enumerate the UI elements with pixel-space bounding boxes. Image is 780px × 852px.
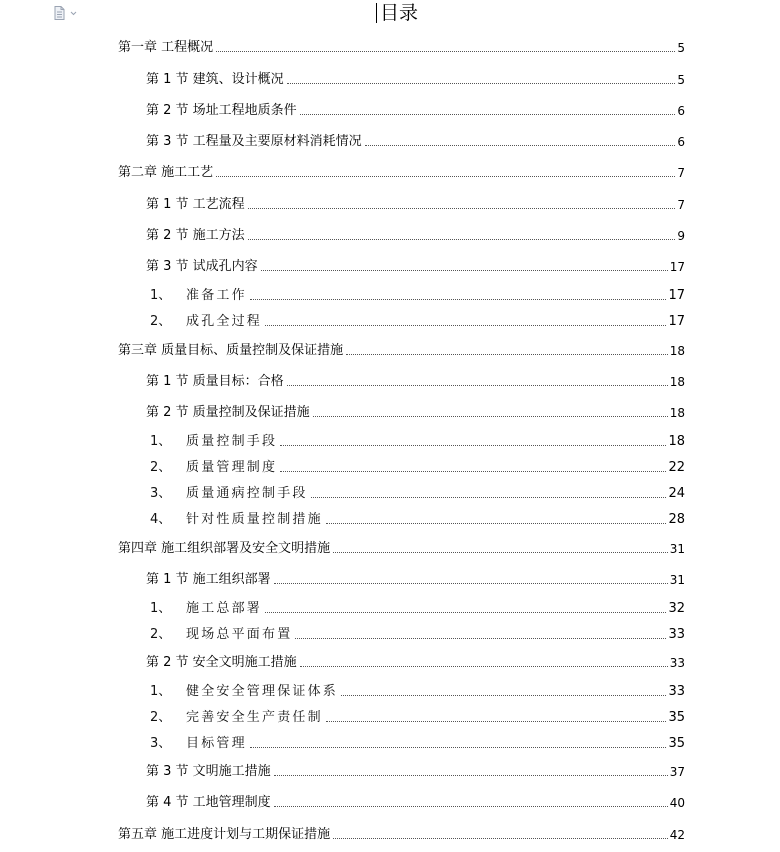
toc-leader-dots [300, 113, 676, 115]
toc-entry-label [150, 460, 279, 476]
toc-item-number: 3、 [150, 736, 172, 751]
toc-leader-dots [295, 637, 666, 639]
toc-leader-dots [326, 720, 667, 722]
toc-leader-dots [287, 384, 668, 386]
toc-page-number: 6 [677, 135, 685, 149]
toc-leader-dots [265, 611, 666, 613]
toc-entry[interactable] [146, 132, 685, 150]
toc-entry-title: 施工总部署 [186, 601, 263, 616]
toc-entry-title: 第 3 节 试成孔内容 [146, 259, 258, 274]
toc-entry-title: 现场总平面布置 [186, 627, 293, 642]
toc-page-number: 17 [668, 288, 685, 303]
toc-entry[interactable] [150, 484, 685, 502]
text-cursor [376, 3, 377, 23]
toc-page-number: 31 [669, 573, 685, 587]
toc-leader-dots [216, 175, 675, 177]
toc-entry-title: 成孔全过程 [186, 314, 263, 329]
toc-leader-dots [313, 415, 668, 417]
toc-item-number: 2、 [150, 314, 172, 329]
toc-entry[interactable] [146, 257, 685, 275]
document-icon[interactable] [54, 5, 78, 19]
toc-entry-title: 第 3 节 文明施工措施 [146, 764, 271, 779]
toc-leader-dots [261, 269, 668, 271]
toc-page-number: 5 [677, 73, 685, 87]
toc-entry-title: 第 4 节 工地管理制度 [146, 795, 271, 810]
toc-entry[interactable] [146, 195, 685, 213]
toc-entry-title: 第五章 施工进度计划与工期保证措施 [118, 827, 331, 842]
toc-entry[interactable] [150, 734, 685, 752]
toc-entry-label [150, 512, 325, 528]
toc-page-number: 33 [668, 684, 685, 699]
toc-item-number: 1、 [150, 684, 172, 699]
toc-entry-label [150, 486, 310, 502]
toc-entry-label [150, 601, 264, 617]
toc-entry[interactable] [118, 341, 685, 359]
toc-leader-dots [274, 774, 668, 776]
toc-leader-dots [333, 551, 668, 553]
toc-entry[interactable] [146, 70, 685, 88]
toc-entry[interactable] [146, 372, 685, 390]
toc-entry-label [150, 434, 279, 450]
toc-leader-dots [333, 837, 668, 839]
toc-entry[interactable] [150, 599, 685, 617]
toc-entry[interactable] [146, 226, 685, 244]
toc-entry[interactable] [150, 432, 685, 450]
toc-page-number: 28 [668, 512, 685, 527]
toc-item-number: 3、 [150, 486, 172, 501]
toc-page-number: 5 [677, 41, 685, 55]
toc-entry-label [150, 314, 264, 330]
toc-entry-title: 第 1 节 工艺流程 [146, 197, 245, 212]
toc-page-number: 33 [668, 627, 685, 642]
toc-item-number: 4、 [150, 512, 172, 527]
toc-entry[interactable] [150, 682, 685, 700]
toc-page-number: 22 [668, 460, 685, 475]
toc-page-number: 35 [668, 710, 685, 725]
toc-leader-dots [274, 582, 668, 584]
toc-leader-dots [341, 694, 666, 696]
toc-entry[interactable] [146, 101, 685, 119]
toc-page-number: 17 [669, 260, 685, 274]
toc-item-number: 2、 [150, 627, 172, 642]
toc-leader-dots [326, 522, 667, 524]
toc-page-number: 9 [677, 229, 685, 243]
toc-entry[interactable] [146, 793, 685, 811]
toc-entry-title: 针对性质量控制措施 [186, 512, 323, 527]
toc-entry-label [150, 684, 340, 700]
toc-page-number: 42 [669, 828, 685, 842]
toc-leader-dots [300, 665, 668, 667]
toc-leader-dots [250, 298, 667, 300]
toc-entry-title: 质量控制手段 [186, 434, 278, 449]
toc-entry-title: 第 2 节 场址工程地质条件 [146, 103, 297, 118]
toc-entry[interactable] [146, 653, 685, 671]
toc-leader-dots [280, 444, 666, 446]
toc-entry-label [150, 288, 249, 304]
toc-entry[interactable] [150, 312, 685, 330]
toc-entry[interactable] [146, 570, 685, 588]
toc-entry-title: 第 1 节 建筑、设计概况 [146, 72, 284, 87]
toc-entry-title: 第 2 节 安全文明施工措施 [146, 655, 297, 670]
toc-leader-dots [216, 50, 675, 52]
toc-leader-dots [287, 82, 676, 84]
toc-page-number: 7 [677, 198, 685, 212]
toc-page-number: 17 [668, 314, 685, 329]
toc-page-number: 35 [668, 736, 685, 751]
toc-page-number: 18 [669, 344, 685, 358]
toc-entry-title: 质量通病控制手段 [186, 486, 308, 501]
toc-leader-dots [248, 207, 676, 209]
toc-entry-title: 第 1 节 质量目标：合格 [146, 374, 284, 389]
toc-page-number: 18 [668, 434, 685, 449]
toc-page-number: 18 [669, 406, 685, 420]
toc-leader-dots [265, 324, 666, 326]
toc-entry[interactable] [150, 458, 685, 476]
toc-page-number: 24 [668, 486, 685, 501]
toc-entry-label [150, 710, 325, 726]
toc-entry[interactable] [146, 403, 685, 421]
toc-entry[interactable] [118, 539, 685, 557]
toc-entry-title: 第 2 节 施工方法 [146, 228, 245, 243]
toc-page-number: 32 [668, 601, 685, 616]
toc-entry[interactable] [150, 625, 685, 643]
toc-leader-dots [346, 353, 668, 355]
toc-page-number: 37 [669, 765, 685, 779]
toc-leader-dots [365, 144, 676, 146]
toc-entry-title: 准备工作 [186, 288, 247, 303]
toc-entry-title: 质量管理制度 [186, 460, 278, 475]
toc-page-number: 6 [677, 104, 685, 118]
toc-leader-dots [274, 805, 668, 807]
toc-page-number: 7 [677, 166, 685, 180]
toc-leader-dots [280, 470, 666, 472]
toc-page-number: 40 [669, 796, 685, 810]
toc-entry[interactable] [146, 762, 685, 780]
toc-entry[interactable] [150, 286, 685, 304]
toc-item-number: 2、 [150, 460, 172, 475]
toc-entry[interactable] [118, 38, 685, 56]
toc-item-number: 1、 [150, 288, 172, 303]
toc-entry-title: 第 1 节 施工组织部署 [146, 572, 271, 587]
toc-page-number: 18 [669, 375, 685, 389]
toc-entry[interactable] [150, 708, 685, 726]
toc-entry-title: 目标管理 [186, 736, 247, 751]
toc-entry-title: 第三章 质量目标、质量控制及保证措施 [118, 343, 344, 358]
toc-entry[interactable] [150, 510, 685, 528]
toc-entry-label [150, 736, 249, 752]
toc-entry[interactable] [118, 825, 685, 843]
toc-entry-title: 第 3 节 工程量及主要原材料消耗情况 [146, 134, 362, 149]
toc-entry-title: 健全安全管理保证体系 [186, 684, 339, 699]
toc-entry-title: 第一章 工程概况 [118, 40, 214, 55]
toc-entry-label [150, 627, 294, 643]
toc-item-number: 1、 [150, 601, 172, 616]
toc-item-number: 2、 [150, 710, 172, 725]
toc-entry-title: 完善安全生产责任制 [186, 710, 323, 725]
page-title: 目录 [380, 2, 419, 24]
toc-entry-title: 第二章 施工工艺 [118, 165, 214, 180]
toc-leader-dots [248, 238, 676, 240]
toc-page-number: 31 [669, 542, 685, 556]
toc-entry-title: 第四章 施工组织部署及安全文明措施 [118, 541, 331, 556]
toc-leader-dots [250, 746, 667, 748]
toc-entry[interactable] [118, 163, 685, 181]
toc-leader-dots [311, 496, 667, 498]
toc-page-number: 33 [669, 656, 685, 670]
toc-entry-title: 第 2 节 质量控制及保证措施 [146, 405, 310, 420]
toc-item-number: 1、 [150, 434, 172, 449]
